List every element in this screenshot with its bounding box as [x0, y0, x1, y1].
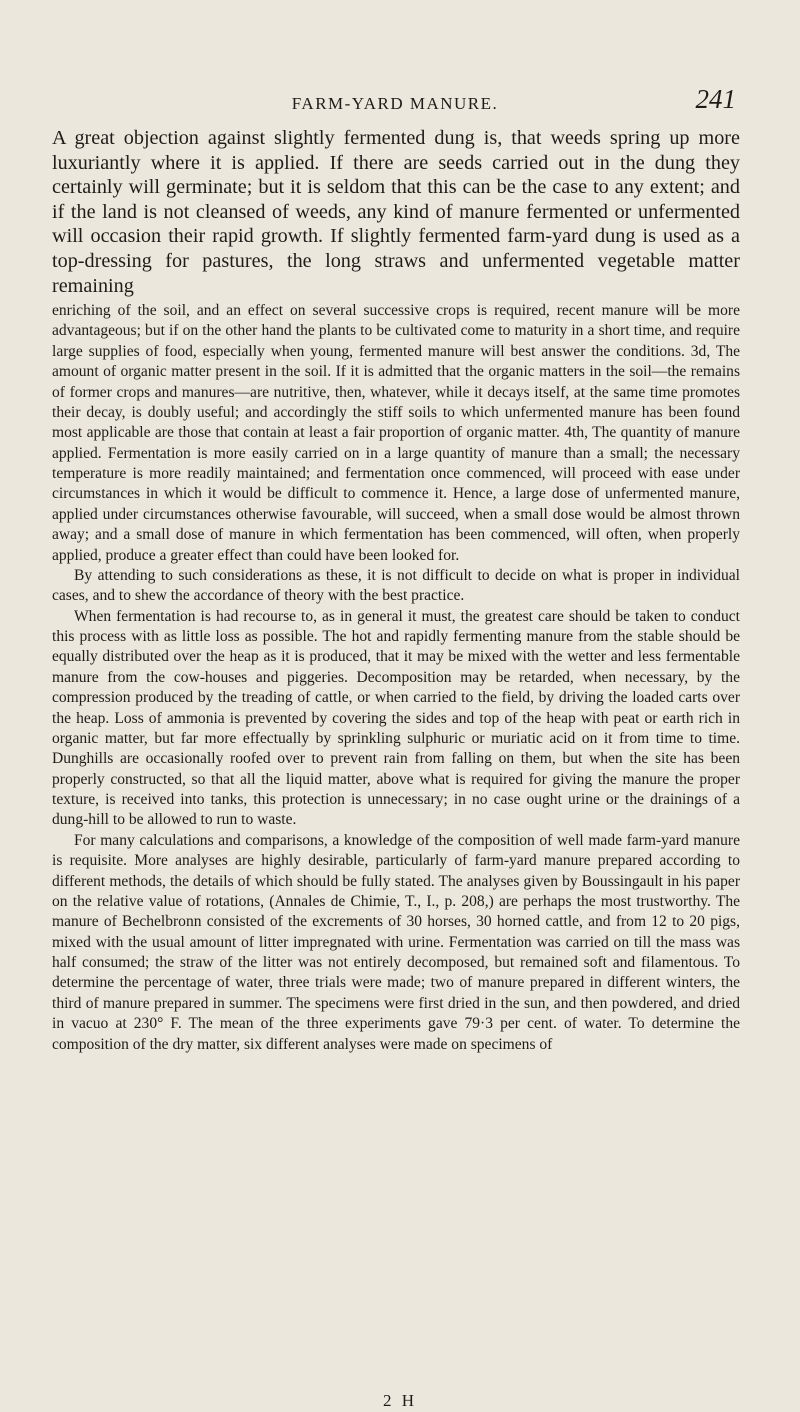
lead-paragraph: A great objection against slightly fermented dung is, that weeds spring up more luxuriantly where it is applied. If there are seeds carried out in the dung they certainly will germinate; but it is seldom that this can be the case to any extent; and if the land is not cleansed of weeds, any kind of manure fermented or unfermented will occasion their rapid growth. If slightly fermented farm-yard dung is used as a top-dressing for pastures, the long straws and unfermented vegetable matter remaining [52, 127, 740, 297]
paragraph: When fermentation is had recourse to, as in general it must, the greatest care should be taken to conduct this process with as little loss as possible. The hot and rapidly fermenting manure from the stable should be equally distributed over the heap as it is produced, that it may be mixed with the wetter and less fermentable manure from the cow-houses and piggeries. Decomposition may be retarded, when necessary, by the compression produced by the treading of cattle, or when carried to the field, by driving the loaded carts over the heap. Loss of ammonia is prevented by covering the sides and top of the heap with peat or earth rich in organic matter, but far more effectually by sprinkling sulphuric or muriatic acid on it from time to time. Dunghills are occasionally roofed over to prevent rain from falling on them, but when the site has been properly constructed, so that all the liquid matter, above what is required for giving the manure the proper texture, is received into tanks, this protection is unnecessary; in no case ought urine or the drainings of a dung-hill to be allowed to run to waste. [52, 607, 740, 829]
page-number: 241 [695, 84, 736, 114]
lead-paragraph-block [52, 126, 740, 298]
paragraph: enriching of the soil, and an effect on several successive crops is required, recent manure will be more advantageous; but if on the other hand the plants to be cultivated come to maturity in a short time, and require large supplies of food, especially when young, fermented manure will best answer the conditions. 3d, The amount of organic matter present in the soil. If it is admitted that the organic matters in the soil—the remains of former crops and manures—are nutritive, then, whatever, while it decays itself, at the same time promotes their decay, is doubly useful; and accordingly the stiff soils to which unfermented manure has been found most applicable are those that contain at least a fair proportion of organic matter. 4th, The quantity of manure applied. Fermentation is more easily carried on in a large quantity of manure than a small; the necessary temperature is more readily maintained; and fermentation once commenced, will proceed with ease under circumstances in which it would be difficult to commence it. Hence, a large dose of unfermented manure, applied under circumstances otherwise favourable, will succeed, when a small dose would be almost thrown away; and a small dose of manure in which fermentation has been commenced, will often, when properly applied, produce a greater effect than could have been looked for. [52, 302, 740, 564]
signature-mark: 2 H [382, 1391, 418, 1410]
body-text [52, 301, 740, 1055]
running-head [52, 84, 738, 118]
paragraph: For many calculations and comparisons, a knowledge of the composition of well made farm-yard manure is requisite. More analyses are highly desirable, particularly of farm-yard manure prepared according to different methods, the details of which should be fully stated. The analyses given by Boussingault in his paper on the relative value of rotations, (Annales de Chimie, T., I., p. 208,) are perhaps the most trustworthy. The manure of Bechelbronn consisted of the excrements of 30 horses, 30 horned cattle, and from 12 to 20 pigs, mixed with the usual amount of litter impregnated with urine. Fermentation was carried on till the mass was half consumed; the straw of the litter was not entirely decomposed, but remained soft and filamentous. To determine the percentage of water, three trials were made; two of manure prepared in different winters, the third of manure prepared in summer. The specimens were first dried in the sun, and then powdered, and dried in vacuo at 230° F. The mean of the three experiments gave 79·3 per cent. of water. To determine the composition of the dry matter, six different analyses were made on specimens of [52, 831, 740, 1053]
running-title: FARM-YARD MANURE. [291, 94, 499, 113]
paragraph: By attending to such considerations as these, it is not difficult to decide on what is proper in individual cases, and to shew the accordance of theory with the best practice. [52, 566, 740, 605]
